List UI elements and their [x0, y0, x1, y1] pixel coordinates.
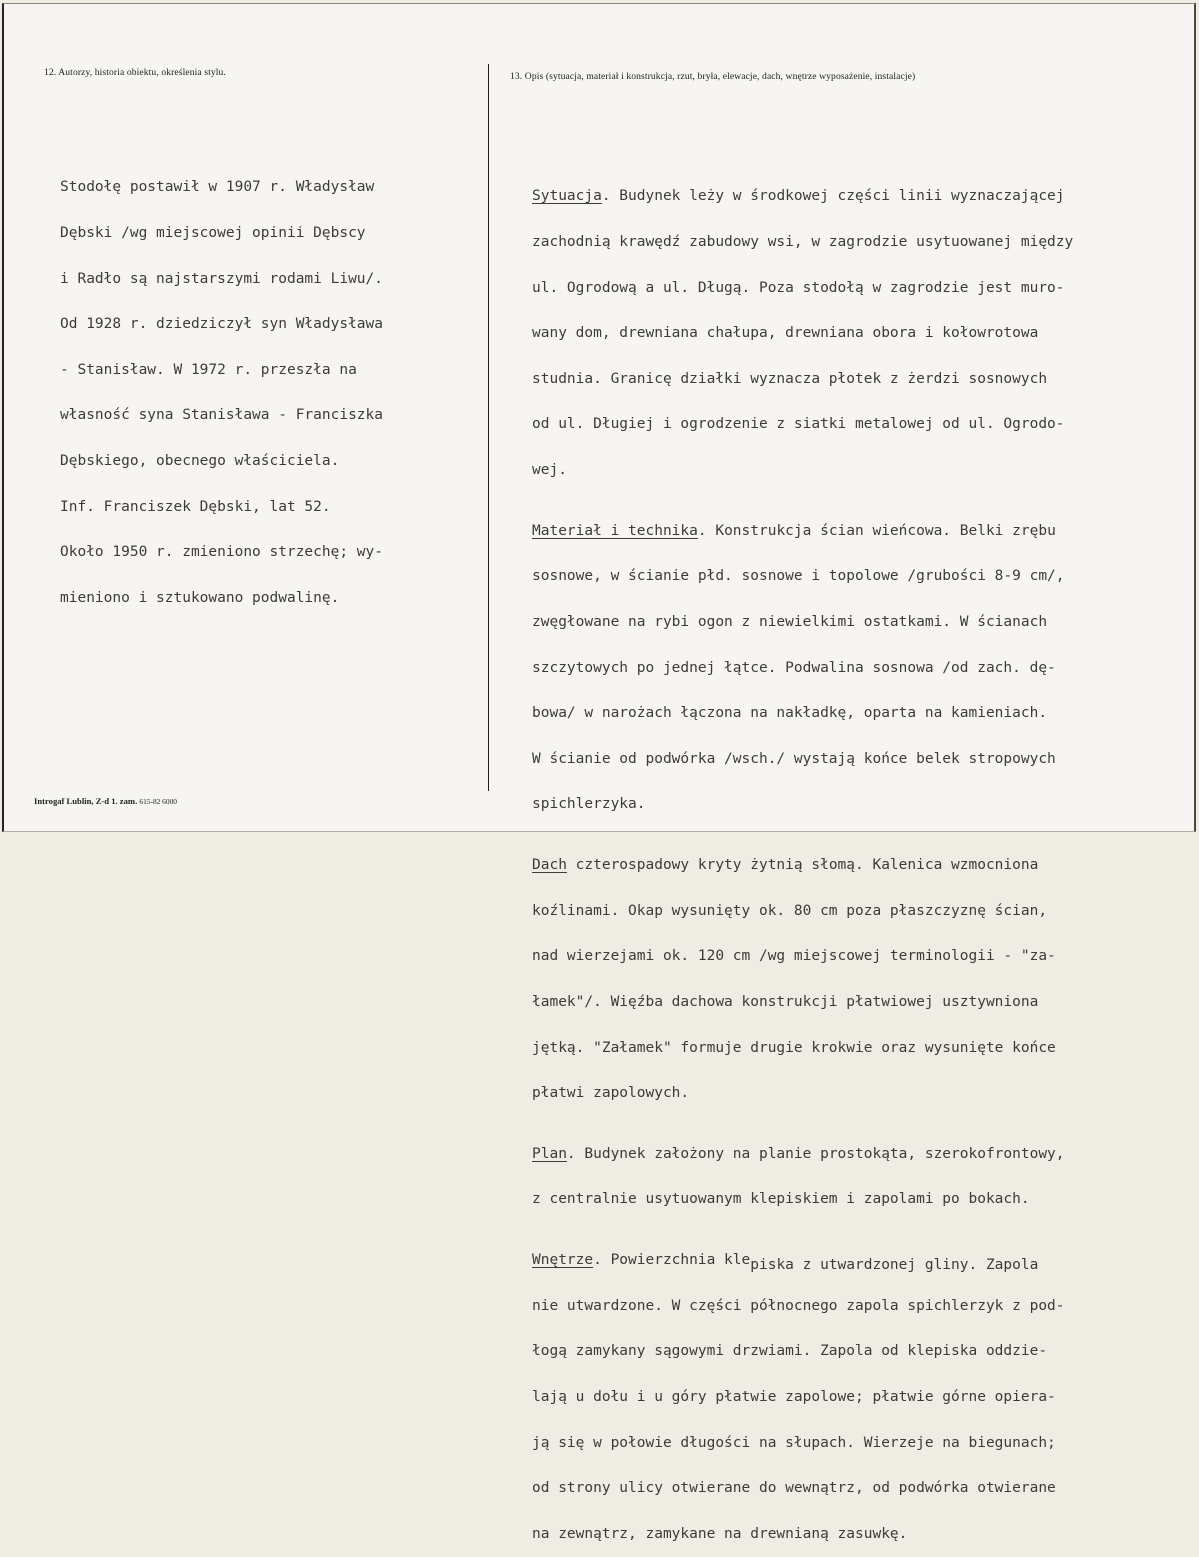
- dach-heading: Dach: [532, 857, 567, 874]
- history-line: własność syna Stanisława - Franciszka: [60, 407, 384, 424]
- wnetrze-first-text-shifted: piska z utwardzonej gliny. Zapola: [750, 1257, 1039, 1274]
- description-line: zwęgłowane na rybi ogon z niewielkimi ostatkami. W ścianach: [532, 613, 1048, 630]
- history-line: - Stanisław. W 1972 r. przeszła na: [60, 361, 357, 378]
- description-line: nad wierzejami ok. 120 cm /wg miejscowej terminologii - "za-: [532, 948, 1056, 965]
- history-line: Dębskiego, obecnego właściciela.: [60, 452, 340, 469]
- description-line: zachodnią krawędź zabudowy wsi, w zagrodzie usytuowanej między: [532, 234, 1074, 250]
- description-line: lają u dołu i u góry płatwie zapolowe; płatwie górne opiera-: [532, 1389, 1056, 1406]
- history-line: mieniono i sztukowano podwalinę.: [60, 589, 340, 606]
- description-line: na zewnątrz, zamykane na drewnianą zasuwkę.: [532, 1525, 908, 1542]
- description-line: jętką. "Załamek" formuje drugie krokwie oraz wysunięte końce: [532, 1039, 1056, 1056]
- dach-first-text: czterospadowy kryty żytnią słomą. Kalenica wzmocniona: [566, 857, 1039, 874]
- material-first-line: [532, 524, 1073, 539]
- plan-first-text: . Budynek założony na planie prostokąta, szerokofrontowy,: [566, 1145, 1065, 1162]
- description-line: W ścianie od podwórka /wsch./ wystają końce belek stropowych: [532, 750, 1056, 767]
- column-divider: [488, 64, 489, 791]
- wnetrze-heading: Wnętrze: [532, 1252, 594, 1269]
- history-line: Od 1928 r. dziedziczył syn Władysława: [60, 316, 384, 333]
- dach-first-line: [532, 858, 1073, 873]
- description-line: nie utwardzone. W części północnego zapola spichlerzyk z pod-: [532, 1297, 1065, 1314]
- history-line: Inf. Franciszek Dębski, lat 52.: [60, 498, 331, 515]
- section-12-label: 12. Autorzy, historia obiektu, określenia stylu.: [44, 67, 226, 78]
- description-line: ul. Ogrodową a ul. Długą. Poza stodołą w zagrodzie jest muro-: [532, 279, 1065, 296]
- wnetrze-first-line: [532, 1252, 1073, 1274]
- history-text: [60, 150, 383, 621]
- plan-first-line: [532, 1147, 1073, 1162]
- description-line: szczytowych po jednej łątce. Podwalina sosnowa /od zach. dę-: [532, 659, 1056, 676]
- description-line: płatwi zapolowych.: [532, 1085, 690, 1102]
- description-line: wany dom, drewniana chałupa, drewniana obora i kołowrotowa: [532, 325, 1039, 342]
- sytuacja-first-text: . Budynek leży w środkowej części linii wyznaczającej: [601, 188, 1065, 205]
- wnetrze-first-text: . Powierzchnia kle: [593, 1252, 751, 1269]
- print-order-code: 615-82 6000: [139, 797, 177, 806]
- description-line: od strony ulicy otwierane do wewnątrz, od podwórka otwierane: [532, 1480, 1056, 1497]
- description-line: studnia. Granicę działki wyznacza płotek z żerdzi sosnowych: [532, 370, 1048, 387]
- history-line: Dębski /wg miejscowej opinii Dębscy: [60, 225, 366, 241]
- history-line: i Radło są najstarszymi rodami Liwu/.: [60, 270, 384, 287]
- history-line: Stodołę postawił w 1907 r. Władysław: [60, 179, 375, 196]
- plan-heading: Plan: [532, 1145, 567, 1162]
- printer-footer: [34, 796, 177, 806]
- description-text: [532, 159, 1073, 1557]
- description-line: łamek"/. Więźba dachowa konstrukcji płatwiowej usztywniona: [532, 993, 1039, 1010]
- section-13-label: 13. Opis (sytuacja, materiał i konstrukcja, rzut, bryła, elewacje, dach, wnętrze wyposażenie, instalacje): [510, 71, 916, 82]
- description-line: z centralnie usytuowanym klepiskiem i zapolami po bokach.: [532, 1191, 1030, 1208]
- printer-name: Introgaf Lublin, Z-d 1. zam.: [34, 796, 138, 806]
- sytuacja-first-line: [532, 189, 1073, 204]
- description-line: od ul. Długiej i ogrodzenie z siatki metalowej od ul. Ogrodo-: [532, 416, 1065, 433]
- material-first-text: . Konstrukcja ścian wieńcowa. Belki zrębu: [697, 522, 1056, 539]
- description-line: bowa/ w narożach łączona na nakładkę, oparta na kamieniach.: [532, 705, 1048, 722]
- description-line: koźlinami. Okap wysunięty ok. 80 cm poza płaszczyznę ścian,: [532, 902, 1048, 919]
- description-line: spichlerzyka.: [532, 796, 646, 813]
- material-heading: Materiał i technika: [532, 522, 698, 539]
- sytuacja-heading: Sytuacja: [532, 188, 602, 205]
- description-line: łogą zamykany sągowymi drzwiami. Zapola od klepiska oddzie-: [532, 1343, 1048, 1360]
- description-line: sosnowe, w ścianie płd. sosnowe i topolowe /grubości 8-9 cm/,: [532, 568, 1065, 585]
- history-line: Około 1950 r. zmieniono strzechę; wy-: [60, 544, 384, 561]
- description-line: ją się w połowie długości na słupach. Wierzeje na biegunach;: [532, 1434, 1056, 1451]
- description-line: wej.: [532, 461, 567, 478]
